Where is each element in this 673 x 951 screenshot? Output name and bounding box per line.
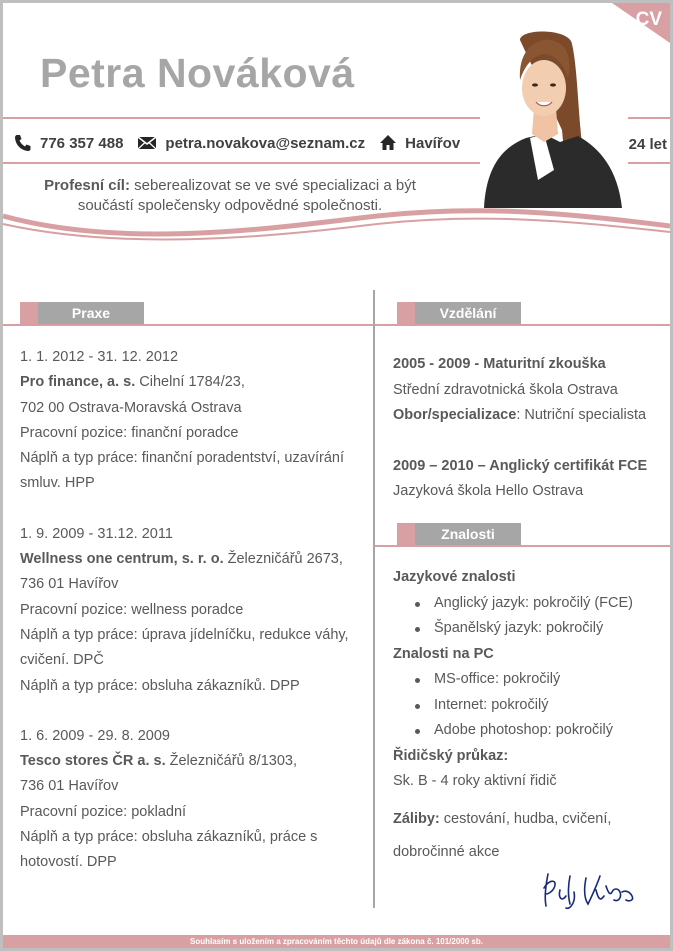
praxe-duty: Náplň a typ práce: úprava jídelníčku, redukce váhy,	[20, 626, 349, 643]
education-field-value: : Nutriční specialista	[516, 407, 647, 423]
praxe-address: Železničářů 8/1303,	[165, 753, 297, 770]
hobbies-value-cont: dobročinné akce	[393, 844, 500, 860]
section-line-znalosti	[375, 545, 670, 547]
praxe-entry	[20, 522, 360, 699]
signature	[540, 868, 640, 912]
praxe-address: Železničářů 2673,	[223, 551, 343, 568]
hobbies-line	[393, 807, 633, 833]
list-item: Internet: pokročilý	[393, 693, 633, 719]
section-line-right	[375, 324, 670, 326]
skills-heading-text: Řidičský průkaz:	[393, 747, 509, 764]
pc-skills-list	[393, 667, 633, 744]
phone-item[interactable]	[14, 134, 123, 152]
praxe-position: Pracovní pozice: pokladní	[20, 803, 187, 820]
skills-heading	[393, 642, 633, 668]
section-title-vzdelani: Vzdělání	[415, 302, 521, 324]
praxe-column	[20, 345, 360, 901]
city-name: Havířov	[405, 134, 461, 152]
contact-bar	[14, 134, 474, 152]
phone-icon	[14, 134, 32, 152]
header-line-top	[3, 117, 483, 119]
profile-photo	[480, 30, 628, 208]
education-school: Jazyková škola Hello Ostrava	[393, 483, 584, 499]
section-accent	[20, 302, 38, 324]
list-item: MS-office: pokročilý	[393, 667, 633, 693]
career-goal-line1: seberealizovat se ve své specializaci a být	[134, 177, 416, 194]
praxe-duty: Náplň a typ práce: finanční poradentství, uzavírání	[20, 450, 345, 467]
career-goal-label: Profesní cíl:	[44, 177, 130, 194]
section-accent	[397, 302, 415, 324]
spacer	[393, 429, 647, 454]
praxe-company: Wellness one centrum, s. r. o.	[20, 551, 224, 568]
envelope-icon	[137, 134, 157, 152]
home-icon	[379, 134, 397, 152]
praxe-company: Pro finance, a. s.	[20, 374, 136, 391]
praxe-date: 1. 1. 2012 - 31. 12. 2012	[20, 349, 179, 365]
hobbies-label: Záliby:	[393, 810, 440, 827]
spacer	[393, 795, 633, 807]
cv-badge-text: CV	[635, 9, 662, 30]
column-divider	[373, 290, 375, 908]
praxe-duty: Náplň a typ práce: obsluha zákazníků, práce s	[20, 829, 318, 846]
email-item[interactable]	[137, 134, 365, 152]
consent-footer: Souhlasím s uložením a zpracováním těchto údajů dle zákona č. 101/2000 sb.	[3, 935, 670, 948]
praxe-position: Pracovní pozice: wellness poradce	[20, 601, 244, 618]
znalosti-column	[393, 565, 633, 866]
email-address: petra.novakova@seznam.cz	[165, 134, 366, 152]
age-label: 24 let	[628, 136, 667, 153]
language-list	[393, 591, 633, 642]
education-field-label: Obor/specializace	[393, 407, 517, 423]
city-item	[379, 134, 460, 152]
skills-heading-text: Jazykové znalosti	[393, 569, 516, 585]
praxe-address-2: 702 00 Ostrava-Moravská Ostrava	[20, 399, 242, 416]
section-line-left	[3, 324, 373, 326]
praxe-company-line	[20, 749, 360, 774]
education-title	[393, 352, 647, 378]
education-title-text: 2005 - 2009 - Maturitní zkouška	[393, 356, 606, 372]
praxe-position: Pracovní pozice: finanční poradce	[20, 424, 239, 441]
praxe-address: Cihelní 1784/23,	[135, 374, 245, 391]
section-title-znalosti: Znalosti	[415, 523, 521, 545]
list-item: Adobe photoshop: pokročilý	[393, 718, 633, 744]
praxe-duty-cont: smluv. HPP	[20, 475, 95, 492]
praxe-company-line	[20, 547, 360, 572]
skills-heading-text: Znalosti na PC	[393, 645, 494, 662]
praxe-date: 1. 9. 2009 - 31.12. 2011	[20, 525, 173, 542]
education-title	[393, 454, 647, 480]
vzdelani-column	[393, 352, 647, 505]
education-field	[393, 403, 647, 429]
praxe-duty-cont: hotovostí. DPP	[20, 854, 117, 871]
phone-number: 776 357 488	[40, 134, 124, 152]
praxe-company-line	[20, 370, 360, 395]
spacer	[393, 832, 633, 840]
skills-heading	[393, 565, 633, 591]
praxe-entry	[20, 724, 360, 876]
education-title-text: 2009 – 2010 – Anglický certifikát FCE	[393, 457, 648, 474]
skills-heading	[393, 744, 633, 770]
praxe-address-2: 736 01 Havířov	[20, 576, 119, 593]
praxe-company: Tesco stores ČR a. s.	[20, 753, 166, 770]
praxe-duty: Náplň a typ práce: obsluha zákazníků. DPP	[20, 677, 300, 694]
hobbies-value: cestování, hudba, cvičení,	[439, 810, 612, 827]
license-value: Sk. B - 4 roky aktivní řidič	[393, 773, 557, 789]
praxe-duty-cont: cvičení. DPČ	[20, 652, 104, 669]
section-title-praxe: Praxe	[38, 302, 144, 324]
list-item: Anglický jazyk: pokročilý (FCE)	[393, 591, 633, 617]
person-name: Petra Nováková	[40, 50, 355, 96]
education-school: Střední zdravotnická škola Ostrava	[393, 381, 618, 398]
section-accent	[397, 523, 415, 545]
praxe-date: 1. 6. 2009 - 29. 8. 2009	[20, 727, 170, 744]
header-line-mid	[3, 162, 483, 164]
career-goal-line2: součástí společensky odpovědné společnosti.	[77, 197, 383, 214]
praxe-entry	[20, 345, 360, 497]
praxe-address-2: 736 01 Havířov	[20, 778, 119, 795]
list-item: Španělský jazyk: pokročilý	[393, 616, 633, 642]
